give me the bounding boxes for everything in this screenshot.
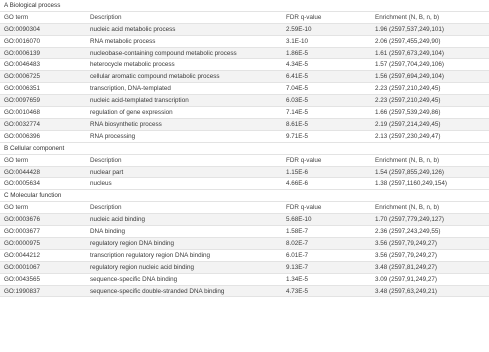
table-row [0,131,489,143]
cell-go-term: GO:0001067 [4,263,41,271]
cell-fdr: 6.03E-5 [286,97,309,105]
cell-fdr: 8.02E-7 [286,239,309,247]
cell-go-term: GO:0016070 [4,37,41,45]
cell-description: RNA processing [90,132,136,140]
cell-description: nucleobase-containing compound metabolic process [90,49,237,57]
cell-go-term: GO:0044212 [4,251,41,259]
cell-go-term: GO:0006396 [4,132,41,140]
cell-go-term: GO:0046483 [4,61,41,69]
cell-go-term: GO:0003676 [4,216,41,224]
table-row [0,60,489,72]
cell-enrichment: 1.66 (2597,539,249,86) [375,109,441,117]
cell-fdr: 7.04E-5 [286,85,309,93]
cell-description: nucleus [90,180,112,188]
cell-enrichment: 2.36 (2597,243,249,55) [375,228,441,236]
cell-description: nucleic acid-templated transcription [90,97,189,105]
cell-fdr: 5.68E-10 [286,216,312,224]
cell-enrichment: 3.48 (2597,81,249,27) [375,263,437,271]
header-enrichment: Enrichment (N, B, n, b) [375,156,440,164]
table-row [0,95,489,107]
cell-fdr: 4.34E-5 [286,61,309,69]
header-enrichment: Enrichment (N, B, n, b) [375,204,440,212]
table-row [0,167,489,179]
cell-go-term: GO:0006725 [4,73,41,81]
header-go-term: GO term [4,204,29,212]
cell-enrichment: 1.70 (2597,779,249,127) [375,216,444,224]
cell-description: nucleic acid metabolic process [90,25,176,33]
cell-enrichment: 3.56 (2597,79,249,27) [375,239,437,247]
cell-fdr: 1.58E-7 [286,228,309,236]
cell-enrichment: 2.23 (2597,210,249,45) [375,97,441,105]
section-title [0,143,489,155]
table-header [0,12,489,24]
cell-enrichment: 3.48 (2597,63,249,21) [375,287,437,295]
cell-go-term: GO:0090304 [4,25,41,33]
header-enrichment: Enrichment (N, B, n, b) [375,13,440,21]
cell-fdr: 1.15E-6 [286,168,309,176]
table-row [0,71,489,83]
cell-fdr: 3.1E-10 [286,37,309,45]
cell-description: cellular aromatic compound metabolic process [90,73,220,81]
table-row [0,24,489,36]
cell-go-term: GO:0000975 [4,239,41,247]
cell-enrichment: 1.61 (2597,673,249,104) [375,49,444,57]
table-row [0,238,489,250]
cell-go-term: GO:0032774 [4,120,41,128]
cell-go-term: GO:0043565 [4,275,41,283]
header-go-term: GO term [4,13,29,21]
cell-fdr: 1.34E-5 [286,275,309,283]
cell-fdr: 9.13E-7 [286,263,309,271]
cell-go-term: GO:0005634 [4,180,41,188]
header-fdr: FDR q-value [286,156,322,164]
cell-go-term: GO:0006351 [4,85,41,93]
cell-go-term: GO:1990837 [4,287,41,295]
cell-enrichment: 1.54 (2597,855,249,126) [375,168,444,176]
cell-fdr: 1.86E-5 [286,49,309,57]
header-fdr: FDR q-value [286,204,322,212]
cell-description: RNA metabolic process [90,37,156,45]
header-fdr: FDR q-value [286,13,322,21]
table-row [0,250,489,262]
cell-fdr: 4.73E-5 [286,287,309,295]
header-description: Description [90,13,122,21]
section-title [0,190,489,202]
cell-description: sequence-specific double-stranded DNA binding [90,287,225,295]
table-row [0,179,489,191]
cell-description: RNA biosynthetic process [90,120,162,128]
cell-enrichment: 1.38 (2597,1160,249,154) [375,180,448,188]
cell-go-term: GO:0003677 [4,228,41,236]
section-title-text: B Cellular component [4,144,65,152]
cell-fdr: 6.41E-5 [286,73,309,81]
cell-description: transcription regulatory region DNA binding [90,251,211,259]
cell-enrichment: 1.96 (2597,537,249,101) [375,25,444,33]
cell-enrichment: 2.19 (2597,214,249,45) [375,120,441,128]
cell-description: sequence-specific DNA binding [90,275,178,283]
cell-description: nucleic acid binding [90,216,145,224]
cell-description: DNA binding [90,228,126,236]
cell-description: transcription, DNA-templated [90,85,171,93]
section-title [0,0,489,12]
cell-fdr: 8.61E-5 [286,120,309,128]
table-row [0,214,489,226]
table-row [0,83,489,95]
table-row [0,119,489,131]
cell-fdr: 4.66E-6 [286,180,309,188]
table-header [0,155,489,167]
cell-fdr: 6.01E-7 [286,251,309,259]
table-row [0,286,489,298]
cell-fdr: 2.59E-10 [286,25,312,33]
cell-enrichment: 2.13 (2597,230,249,47) [375,132,441,140]
header-go-term: GO term [4,156,29,164]
table-row [0,226,489,238]
cell-enrichment: 1.57 (2597,704,249,106) [375,61,444,69]
cell-description: regulation of gene expression [90,109,173,117]
cell-description: nuclear part [90,168,124,176]
cell-fdr: 7.14E-5 [286,109,309,117]
cell-go-term: GO:0097659 [4,97,41,105]
cell-enrichment: 1.56 (2597,694,249,104) [375,73,444,81]
table-row [0,107,489,119]
table-row [0,48,489,60]
header-description: Description [90,156,122,164]
table-header [0,202,489,214]
header-description: Description [90,204,122,212]
cell-go-term: GO:0010468 [4,109,41,117]
cell-description: heterocycle metabolic process [90,61,175,69]
section-title-text: A Biological process [4,1,61,9]
table-row [0,262,489,274]
cell-description: regulatory region nucleic acid binding [90,263,194,271]
cell-go-term: GO:0044428 [4,168,41,176]
cell-fdr: 9.71E-5 [286,132,309,140]
table-row [0,36,489,48]
table-row [0,274,489,286]
cell-enrichment: 3.56 (2597,79,249,27) [375,251,437,259]
cell-go-term: GO:0006139 [4,49,41,57]
cell-enrichment: 2.23 (2597,210,249,45) [375,85,441,93]
cell-description: regulatory region DNA binding [90,239,175,247]
cell-enrichment: 3.09 (2597,91,249,27) [375,275,437,283]
cell-enrichment: 2.06 (2597,455,249,90) [375,37,441,45]
section-title-text: C Molecular function [4,192,62,200]
